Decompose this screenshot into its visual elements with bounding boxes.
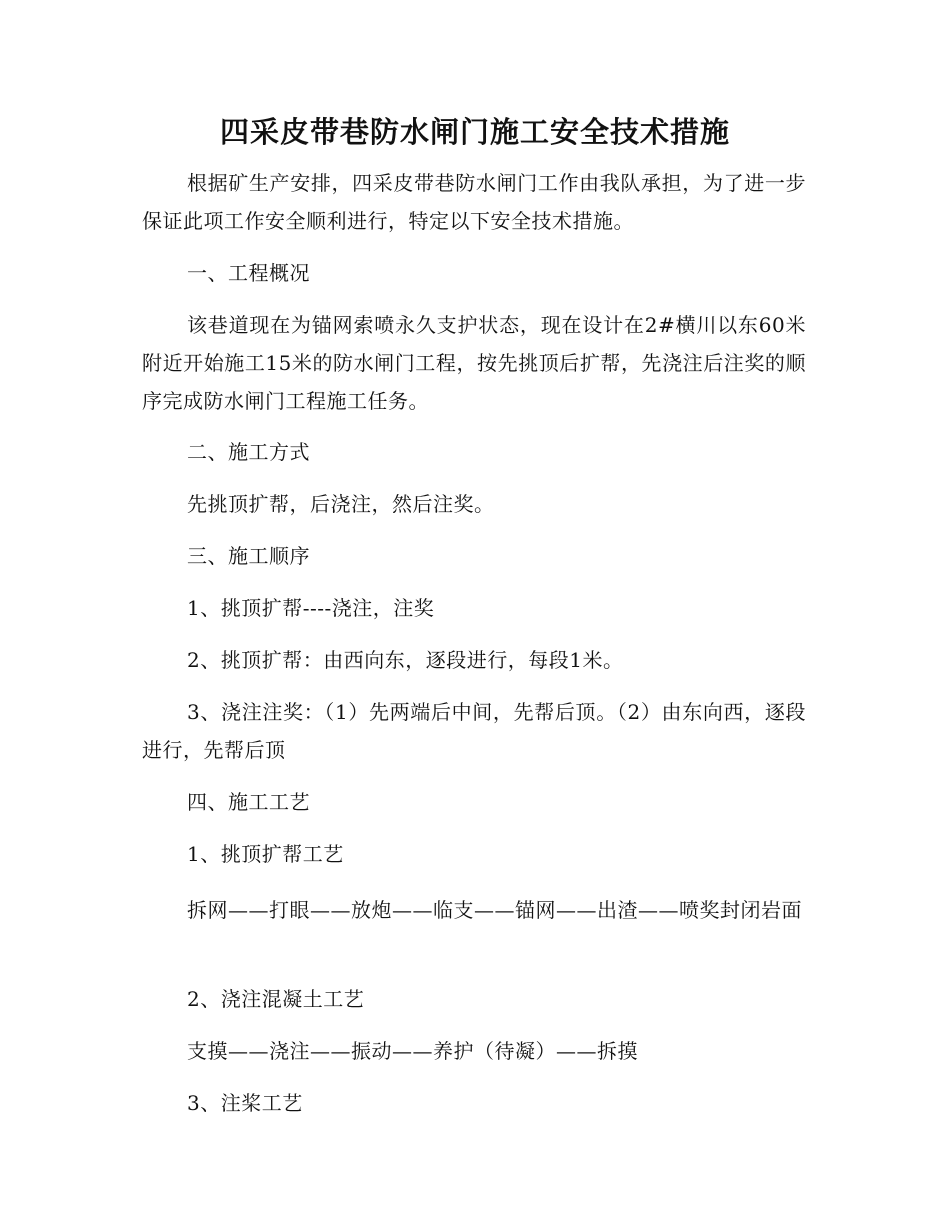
- section-heading-process: 四、施工工艺: [187, 790, 310, 814]
- document-title: 四采皮带巷防水闸门施工安全技术措施: [219, 115, 730, 149]
- process-item-1-heading: 1、挑顶扩帮工艺: [187, 842, 344, 866]
- process-item-2-heading: 2、浇注混凝土工艺: [187, 987, 365, 1011]
- section-heading-overview: 一、工程概况: [187, 261, 310, 285]
- sequence-item-2: 2、挑顶扩帮：由西向东，逐段进行，每段1米。: [187, 648, 624, 672]
- section-heading-sequence: 三、施工顺序: [187, 544, 310, 568]
- sequence-item-1: 1、挑顶扩帮----浇注，注奖: [187, 596, 435, 620]
- process-item-2-steps: 支摸——浇注——振动——养护（待凝）——拆摸: [187, 1039, 638, 1063]
- method-paragraph: 先挑顶扩帮，后浇注，然后注奖。: [187, 492, 495, 516]
- sequence-item-3: 3、浇注注奖：（1）先两端后中间，先帮后顶。（2）由东向西，逐段进行，先帮后顶: [142, 700, 806, 762]
- section-heading-method: 二、施工方式: [187, 440, 310, 464]
- intro-paragraph: 根据矿生产安排，四采皮带巷防水闸门工作由我队承担，为了进一步保证此项工作安全顺利进行，特定以下安全技术措施。: [142, 171, 806, 233]
- process-item-3-heading: 3、注桨工艺: [187, 1091, 303, 1115]
- process-item-1-steps: 拆网——打眼——放炮——临支——锚网——出渣——喷奖封闭岩面: [187, 898, 802, 922]
- overview-paragraph: 该巷道现在为锚网索喷永久支护状态，现在设计在2#横川以东60米附近开始施工15米的防水闸门工程，按先挑顶后扩帮，先浇注后注奖的顺序完成防水闸门工程施工任务。: [142, 313, 806, 413]
